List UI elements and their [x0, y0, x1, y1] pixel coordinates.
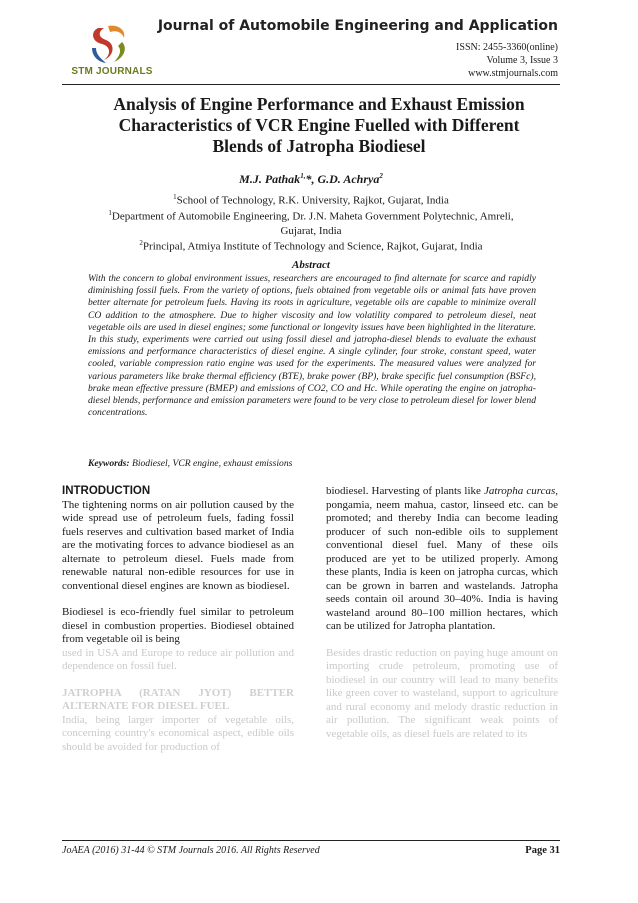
corresponding-mark: *: [305, 172, 312, 186]
intro-paragraph-2: Biodiesel is eco-friendly fuel similar to petroleum diesel in combustion properties. Biodiesel obtained from vegetable oil is being: [62, 606, 294, 645]
right-para-text-b: , pongamia, neem mahua, castor, linseed etc. can be promoted; and thereby India can become leading producer of such non-edible oils to supplement conventional diesel fuel. Many of these oils produced are yet to be utilized properly. Among these plants, India is keen on jatropha curcas, which can be grown in barren and wastelands. Jatropha seeds contain oil around 30–40%. India is having wasteland around 80–100 million hectares, which can be utilized for Jatropha plantation.: [326, 485, 558, 632]
affiliation-2: [62, 206, 560, 238]
jatropha-heading: JATROPHA (RATAN JYOT) BETTER ALTERNATE FOR DIESEL FUEL: [62, 686, 294, 712]
footer-rule: [62, 840, 560, 841]
intro-paragraph-1: The tightening norms on air pollution caused by the wide spread use of petroleum fuels, fading fossil fuels reserves and cultivation based market of India are the motivating forces to advance biodiesel as an alternate to petroleum diesel. Fuels made from renewable natural non-edible resources for use in conventional diesel engines are known as biodiesel.: [62, 498, 294, 592]
title-line-2: Characteristics of VCR Engine Fuelled with Different: [118, 115, 520, 135]
intro-faded-text: used in USA and Europe to reduce air pollution and dependence on fossil fuel.: [62, 646, 294, 672]
jatropha-curcas-italic: Jatropha curcas: [483, 485, 556, 497]
affiliation-1-text: School of Technology, R.K. University, Rajkot, Gujarat, India: [176, 194, 449, 207]
header-rule: [62, 84, 560, 85]
affiliation-3: [62, 236, 560, 254]
affiliation-3-text: Principal, Atmiya Institute of Technology and Science, Rajkot, Gujarat, India: [142, 240, 483, 253]
left-column: [62, 485, 294, 754]
right-paragraph-1: [326, 485, 558, 634]
paper-title: [74, 94, 564, 157]
authors: [62, 172, 560, 187]
right-para-text-a: biodiesel. Harvesting of plants like: [326, 485, 484, 497]
keywords: [88, 458, 536, 469]
affiliation-3-sup: 2: [139, 239, 143, 247]
author-separator: ,: [311, 172, 318, 186]
introduction-heading: INTRODUCTION: [62, 485, 151, 497]
right-faded-text: Besides drastic reduction on paying huge amount on importing crude petroleum, promoting use of biodiesel in our country will lead to many benefits like green cover to wasteland, support to agriculture and rural economy and melody drastic reduction in air pollution. The significant weak points of vegetable oils, as diesel fuels are related to its: [326, 646, 558, 740]
author-1: M.J. Pathak: [239, 172, 301, 186]
affiliation-1-sup: 1: [173, 193, 177, 201]
affiliation-2-line-1: Department of Automobile Engineering, Dr. J.N. Maheta Government Polytechnic, Amreli,: [111, 210, 514, 223]
right-column: [326, 485, 558, 741]
keywords-label: Keywords:: [88, 458, 130, 469]
journal-url[interactable]: www.stmjournals.com: [468, 68, 558, 79]
affiliation-2-sup: 1: [108, 209, 112, 217]
journal-title: Journal of Automobile Engineering and Application: [157, 18, 558, 34]
affiliation-2-line-2: Gujarat, India: [280, 224, 342, 237]
abstract-body: With the concern to global environment issues, researchers are encouraged to find alternate for scarce and rapidly diminishing fossil fuels. From the variety of options, fuels obtained from vegetable oils or animal fats have proven better alternate for petroleum fuels. Having its roots in agriculture, vegetable oils are capable to minimize overall CO addition to the atmosphere. Due to higher viscosity and low volatility compared to petroleum diesel, neat vegetable oils are used in diesel engines; some functional or longevity issues have been highlighted in the literature. In this study, experiments were carried out using fossil diesel and jatropha-diesel blends to evaluate the exhaust emissions and performance characteristics of diesel engine. A single cylinder, four stroke, constant speed, water cooled, variable compression ratio engine was used for the experiments. The measured values were analyzed for various parameters like brake thermal efficiency (BTE), brake power (BP), brake specific fuel consumption (BSFc), brake mean effective pressure (BMEP) and emissions of CO2, CO and Hc. While operating the engine on jatropha-diesel blends, performance and emission parameters were found to be very close to petroleum diesel for lower blend concentrations.: [88, 273, 536, 419]
logo-text: STM JOURNALS: [71, 66, 153, 77]
title-line-3: Blends of Jatropha Biodiesel: [212, 136, 426, 156]
author-1-sup: 1,: [300, 172, 306, 180]
abstract-heading: Abstract: [292, 259, 330, 271]
affiliation-1: [62, 190, 560, 208]
keywords-text: Biodiesel, VCR engine, exhaust emissions: [129, 458, 293, 469]
footer-citation: JoAEA (2016) 31-44 © STM Journals 2016. All Rights Reserved: [62, 845, 320, 856]
issn: ISSN: 2455-3360(online): [456, 42, 558, 53]
jatropha-faded-text: India, being larger importer of vegetable oils, concerning country's economical aspect, edible oils should be avoided for production of: [62, 713, 294, 753]
author-2-sup: 2: [379, 172, 383, 180]
stm-journals-logo: [62, 22, 162, 80]
stm-logo-icon: [62, 22, 162, 66]
author-2: G.D. Achrya: [317, 172, 380, 186]
volume-issue: Volume 3, Issue 3: [486, 55, 558, 66]
title-line-1: Analysis of Engine Performance and Exhaust Emission: [113, 94, 525, 114]
page-number: Page 31: [525, 845, 560, 856]
